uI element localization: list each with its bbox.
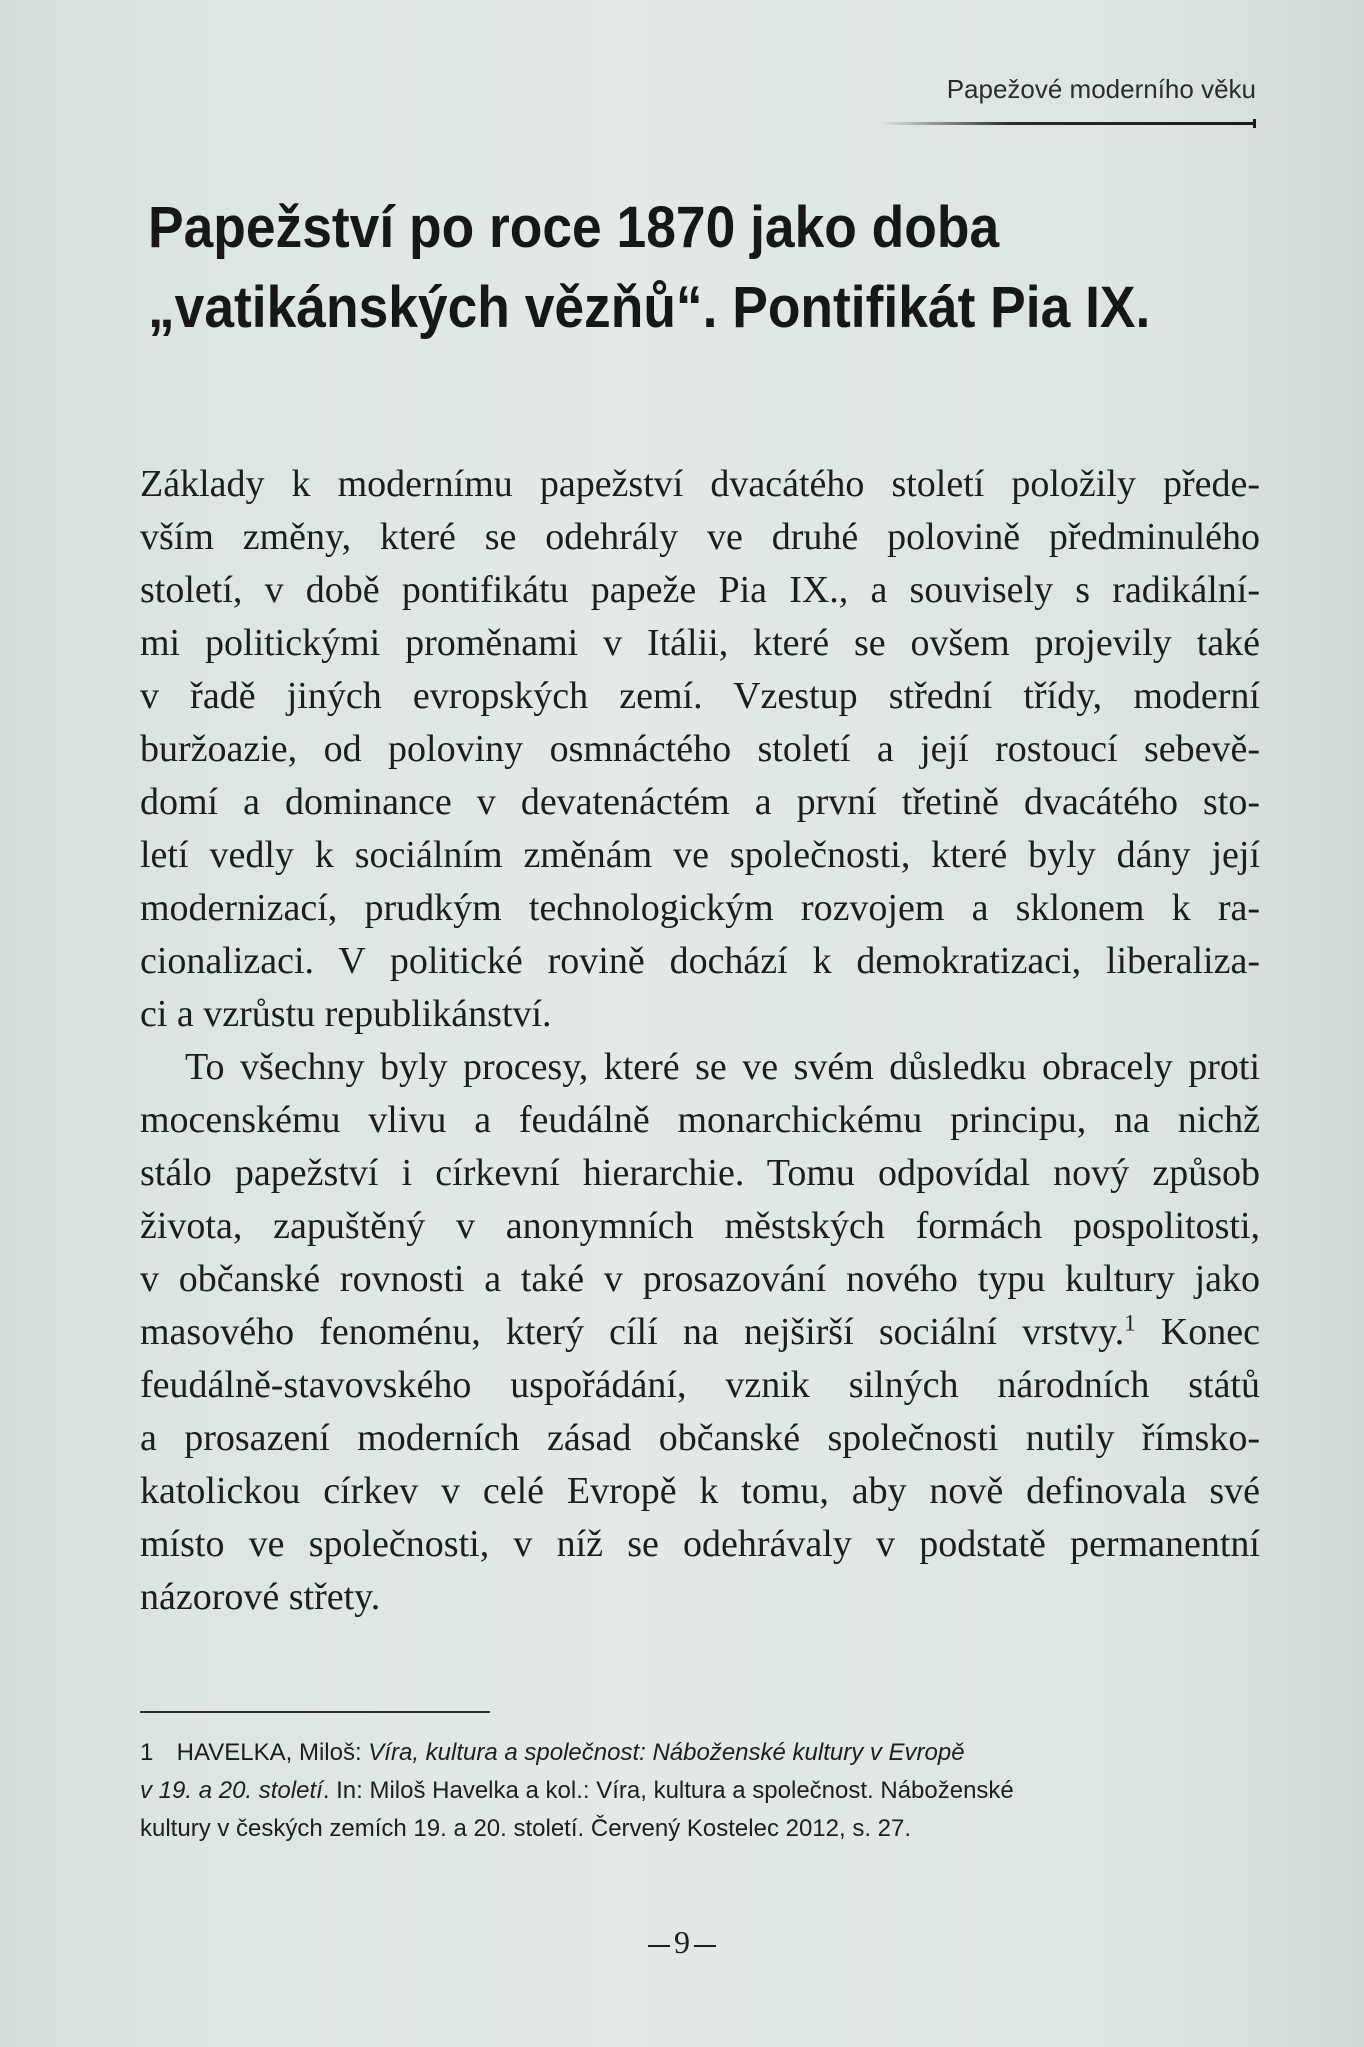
footnote-line [140, 1734, 1140, 1772]
body-line-with-footnote [140, 1306, 1260, 1359]
body-line: vším změny, které se odehrály ve druhé polovině předminulého [140, 516, 1260, 558]
body-line-text: Konec [1160, 1311, 1260, 1353]
body-line: století, v době pontifikátu papeže Pia IX., a souvisely s radikální- [140, 569, 1260, 611]
body-line: života, zapuštěný v anonymních městských formách pospolitosti, [140, 1205, 1260, 1247]
footnote-author: HAVELKA, Miloš: [176, 1739, 369, 1766]
footnote-line: kultury v českých zemích 19. a 20. století. Červený Kostelec 2012, s. 27. [140, 1815, 912, 1842]
running-head: Papežové moderního věku [946, 74, 1256, 104]
body-line-text: masového fenoménu, který cílí na nejširší sociální vrstvy. [140, 1311, 1125, 1353]
body-line: mi politickými proměnami v Itálii, které se ovšem projevily také [140, 622, 1260, 664]
page-number-dash-right [694, 1945, 716, 1947]
body-line: katolickou církev v celé Evropě k tomu, aby nově definovala své [140, 1470, 1260, 1512]
body-line: domí a dominance v devatenáctém a první třetině dvacátého sto- [140, 781, 1260, 823]
page-number [0, 1924, 1364, 1961]
footnote-marker[interactable]: 1 [1124, 1310, 1136, 1336]
body-line: ci a vzrůstu republikánství. [140, 993, 552, 1035]
running-head-rule-end [1253, 119, 1256, 128]
body-line: v řadě jiných evropských zemí. Vzestup střední třídy, moderní [140, 675, 1260, 717]
footnote-title: v 19. a 20. století [140, 1777, 323, 1804]
body-text [140, 458, 1260, 1624]
footnote-number: 1 [140, 1739, 154, 1766]
footnote-rule [140, 1711, 490, 1713]
body-line: buržoazie, od poloviny osmnáctého století a její rostoucí sebevě- [140, 728, 1260, 770]
body-line: stálo papežství i církevní hierarchie. Tomu odpovídal nový způsob [140, 1152, 1260, 1194]
body-line: modernizací, prudkým technologickým rozvojem a sklonem k ra- [140, 887, 1260, 929]
footnote-title: Víra, kultura a společnost: Náboženské kultury v Evropě [368, 1739, 965, 1766]
chapter-title-line-1: Papežství po roce 1870 jako doba [148, 195, 1000, 260]
chapter-title-line-2: „vatikánských vězňů“. Pontifikát Pia IX. [148, 275, 1151, 340]
body-line: v občanské rovnosti a také v prosazování nového typu kultury jako [140, 1258, 1260, 1300]
footnote-source: . In: Miloš Havelka a kol.: Víra, kultura a společnost. Náboženské [322, 1777, 1014, 1804]
page-number-dash-left [648, 1945, 670, 1947]
chapter-title [148, 188, 1188, 348]
body-line: feudálně-stavovského uspořádání, vznik silných národních států [140, 1364, 1260, 1406]
body-line: letí vedly k sociálním změnám ve společnosti, které byly dány její [140, 834, 1260, 876]
body-line: místo ve společnosti, v níž se odehrávaly v podstatě permanentní [140, 1523, 1260, 1565]
running-head-rule [880, 122, 1256, 125]
page-number-value: 9 [674, 1924, 690, 1960]
footnote [140, 1734, 1140, 1848]
body-line: a prosazení moderních zásad občanské společnosti nutily římsko- [140, 1417, 1260, 1459]
body-line: cionalizaci. V politické rovině dochází k demokratizaci, liberaliza- [140, 940, 1260, 982]
body-line: To všechny byly procesy, které se ve svém důsledku obracely proti [185, 1046, 1260, 1088]
footnote-line [140, 1772, 1140, 1810]
body-line: Základy k modernímu papežství dvacátého století položily přede- [140, 463, 1260, 505]
body-line: názorové střety. [140, 1576, 381, 1618]
body-line: mocenskému vlivu a feudálně monarchickému principu, na nichž [140, 1099, 1260, 1141]
